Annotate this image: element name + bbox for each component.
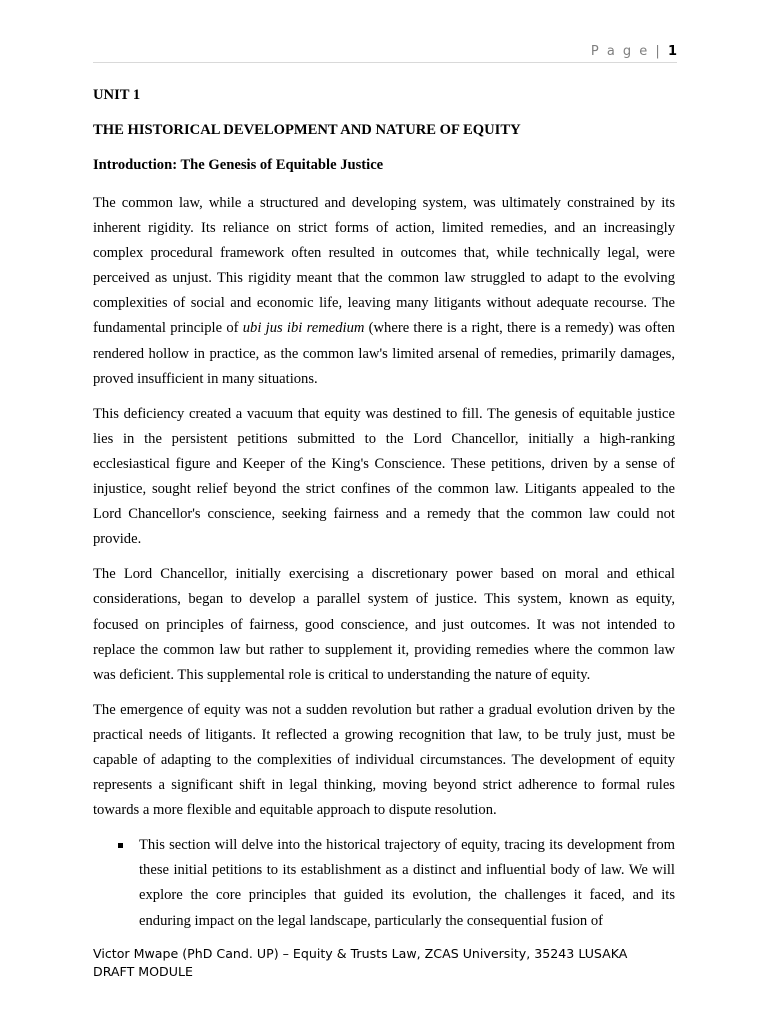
unit-label: UNIT 1 — [93, 87, 141, 103]
paragraph-1-text-b: (where there is a right, there is a remedy) was often rendered hollow in practice, as the common law's limited arsenal of remedies, primarily damages, proved insufficient in many situations. — [93, 320, 675, 387]
footer-line-1: Victor Mwape (PhD Cand. UP) – Equity & Trusts Law, ZCAS University, 35243 LUSAKA — [93, 946, 628, 961]
paragraph-1-latin-maxim: ubi jus ibi remedium — [242, 320, 365, 337]
paragraph-3: The Lord Chancellor, initially exercising a discretionary power based on moral and ethical considerations, began to develop a parallel system of justice. This system, known as equity, focused on principles of fairness, good conscience, and just outcomes. It was not intended to replace the common law but rather to supplement it, providing remedies where the common law was deficient. This supplemental role is critical to understanding the nature of equity. — [93, 566, 675, 683]
paragraph-1-text-a: The common law, while a structured and developing system, was ultimately constrained by its inherent rigidity. Its reliance on strict forms of action, limited remedies, and an increasingly complex procedural framework often resulted in outcomes that, while technically legal, were perceived as unjust. This rigidity meant that the common law struggled to adapt to the evolving complexities of social and economic life, leaving many litigants without adequate recourse. The fundamental principle of — [93, 195, 675, 337]
bullet-item — [93, 833, 675, 933]
footer-line-2: DRAFT MODULE — [93, 964, 193, 979]
section-heading: Introduction: The Genesis of Equitable Justice — [93, 157, 384, 173]
paragraph-1 — [93, 191, 675, 392]
document-body — [93, 86, 675, 934]
paragraph-4: The emergence of equity was not a sudden revolution but rather a gradual evolution driven by the practical needs of litigants. It reflected a growing recognition that law, to be truly just, must be capable of adapting to the complexities of individual circumstances. The development of equity represents a significant shift in legal thinking, moving beyond strict adherence to formal rules towards a more flexible and equitable approach to dispute resolution. — [93, 701, 675, 819]
bullet-list — [93, 833, 675, 933]
page-header — [93, 44, 677, 63]
page-footer — [93, 945, 693, 981]
bullet-text: This section will delve into the historical trajectory of equity, tracing its development from these initial petitions to its establishment as a distinct and influential body of law. We will explore the core principles that guided its evolution, the challenges it faced, and its enduring impact on the legal landscape, particularly the consequential fusion of — [139, 837, 675, 929]
square-bullet-icon — [118, 843, 123, 848]
page-label: P a g e | — [590, 44, 662, 59]
page-number: 1 — [667, 44, 677, 59]
paragraph-2: This deficiency created a vacuum that equity was destined to fill. The genesis of equitable justice lies in the persistent petitions submitted to the Lord Chancellor, initially a high-ranking ecclesiastical figure and Keeper of the King's Conscience. These petitions, driven by a sense of injustice, sought relief beyond the strict confines of the common law. Litigants appealed to the Lord Chancellor's conscience, seeking fairness and a remedy that the common law could not provide. — [93, 405, 675, 548]
document-title: THE HISTORICAL DEVELOPMENT AND NATURE OF EQUITY — [93, 122, 521, 138]
